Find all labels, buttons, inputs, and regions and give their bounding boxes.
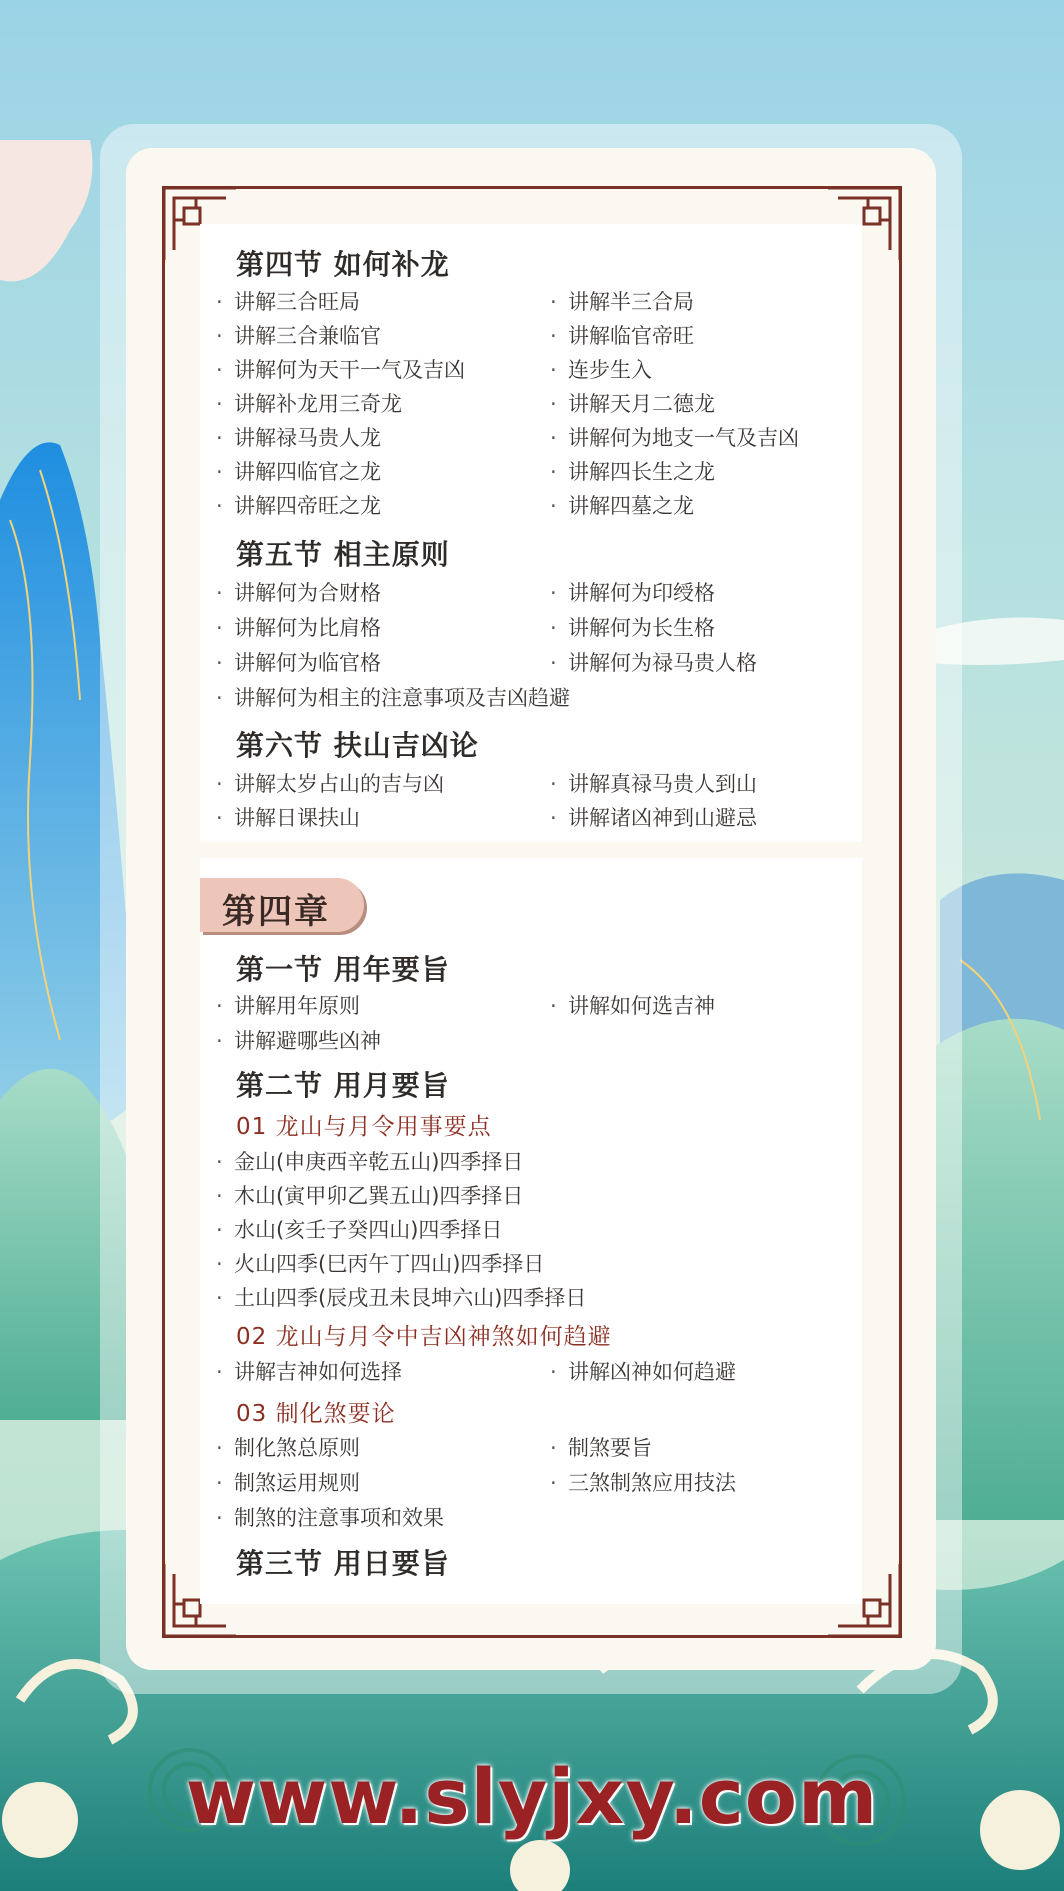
bullet-dot-icon: ·	[216, 994, 223, 1018]
list-item: · 讲解临官帝旺	[550, 324, 694, 348]
section-title: 第四节 如何补龙	[236, 248, 450, 281]
bullet-dot-icon: ·	[216, 1506, 223, 1530]
bullet-dot-icon: ·	[216, 494, 223, 518]
subsection-title: 02 龙山与月令中吉凶神煞如何趋避	[236, 1324, 612, 1350]
bullet-dot-icon: ·	[216, 1471, 223, 1495]
list-item: · 讲解三合旺局	[216, 290, 360, 314]
bullet-dot-icon: ·	[550, 460, 557, 484]
list-item: · 讲解天月二德龙	[550, 392, 715, 416]
list-item: · 火山四季(巳丙午丁四山)四季择日	[216, 1252, 545, 1276]
list-item: · 讲解何为印绶格	[550, 581, 715, 605]
section-title: 第一节 用年要旨	[236, 953, 450, 986]
list-item: · 讲解四长生之龙	[550, 460, 715, 484]
bullet-dot-icon: ·	[216, 392, 223, 416]
list-item: · 讲解何为天干一气及吉凶	[216, 358, 465, 382]
bullet-dot-icon: ·	[550, 426, 557, 450]
list-item: · 讲解四临官之龙	[216, 460, 381, 484]
bullet-dot-icon: ·	[216, 1360, 223, 1384]
list-item: · 土山四季(辰戌丑未艮坤六山)四季择日	[216, 1286, 587, 1310]
list-item: · 讲解避哪些凶神	[216, 1029, 381, 1053]
list-item: · 讲解何为合财格	[216, 581, 381, 605]
list-item: · 讲解日课扶山	[216, 806, 360, 830]
bullet-dot-icon: ·	[550, 392, 557, 416]
list-item: · 讲解何为地支一气及吉凶	[550, 426, 799, 450]
bullet-dot-icon: ·	[216, 1286, 223, 1310]
bullet-dot-icon: ·	[550, 772, 557, 796]
bullet-dot-icon: ·	[550, 324, 557, 348]
list-item: · 讲解凶神如何趋避	[550, 1360, 736, 1384]
list-item: · 讲解何为相主的注意事项及吉凶趋避	[216, 686, 570, 710]
bullet-dot-icon: ·	[216, 1029, 223, 1053]
list-item: · 讲解真禄马贵人到山	[550, 772, 757, 796]
bullet-dot-icon: ·	[216, 1436, 223, 1460]
bullet-dot-icon: ·	[550, 994, 557, 1018]
bullet-dot-icon: ·	[216, 1150, 223, 1174]
subsection-title: 01 龙山与月令用事要点	[236, 1114, 492, 1140]
bullet-dot-icon: ·	[550, 1471, 557, 1495]
website-url[interactable]: www.slyjxy.com	[185, 1752, 879, 1841]
section-title: 第五节 相主原则	[236, 538, 450, 571]
bullet-dot-icon: ·	[216, 358, 223, 382]
list-item: · 讲解诸凶神到山避忌	[550, 806, 757, 830]
list-item: · 讲解补龙用三奇龙	[216, 392, 402, 416]
bullet-dot-icon: ·	[550, 1436, 557, 1460]
chapter-tab	[200, 878, 364, 932]
bullet-dot-icon: ·	[216, 686, 223, 710]
bullet-dot-icon: ·	[216, 806, 223, 830]
bullet-dot-icon: ·	[216, 1218, 223, 1242]
list-item: · 讲解四墓之龙	[550, 494, 694, 518]
list-item: · 连步生入	[550, 358, 652, 382]
list-item: · 三煞制煞应用技法	[550, 1471, 736, 1495]
bullet-dot-icon: ·	[216, 426, 223, 450]
section-title: 第六节 扶山吉凶论	[236, 729, 479, 762]
bullet-dot-icon: ·	[216, 290, 223, 314]
list-item: · 制煞的注意事项和效果	[216, 1506, 444, 1530]
bullet-dot-icon: ·	[216, 772, 223, 796]
bullet-dot-icon: ·	[216, 1184, 223, 1208]
section-title: 第二节 用月要旨	[236, 1069, 450, 1102]
subsection-title: 03 制化煞要论	[236, 1401, 396, 1427]
list-item: · 制化煞总原则	[216, 1436, 360, 1460]
bullet-dot-icon: ·	[550, 290, 557, 314]
list-item: · 制煞要旨	[550, 1436, 652, 1460]
bullet-dot-icon: ·	[216, 1252, 223, 1276]
section-title: 第三节 用日要旨	[236, 1547, 450, 1580]
list-item: · 讲解吉神如何选择	[216, 1360, 402, 1384]
list-item: · 讲解用年原则	[216, 994, 360, 1018]
list-item: · 讲解如何选吉神	[550, 994, 715, 1018]
bullet-dot-icon: ·	[550, 1360, 557, 1384]
list-item: · 讲解半三合局	[550, 290, 694, 314]
list-item: · 木山(寅甲卯乙巽五山)四季择日	[216, 1184, 524, 1208]
list-item: · 讲解太岁占山的吉与凶	[216, 772, 444, 796]
bullet-dot-icon: ·	[550, 806, 557, 830]
bullet-dot-icon: ·	[550, 616, 557, 640]
chapter-title: 第四章	[222, 892, 330, 932]
list-item: · 讲解四帝旺之龙	[216, 494, 381, 518]
bullet-dot-icon: ·	[550, 651, 557, 675]
bullet-dot-icon: ·	[550, 494, 557, 518]
bullet-dot-icon: ·	[216, 616, 223, 640]
list-item: · 讲解禄马贵人龙	[216, 426, 381, 450]
list-item: · 讲解何为禄马贵人格	[550, 651, 757, 675]
list-item: · 讲解何为比肩格	[216, 616, 381, 640]
bullet-dot-icon: ·	[216, 460, 223, 484]
list-item: · 制煞运用规则	[216, 1471, 360, 1495]
list-item: · 水山(亥壬子癸四山)四季择日	[216, 1218, 503, 1242]
list-item: · 讲解何为长生格	[550, 616, 715, 640]
bullet-dot-icon: ·	[550, 581, 557, 605]
bullet-dot-icon: ·	[216, 581, 223, 605]
list-item: · 讲解何为临官格	[216, 651, 381, 675]
list-item: · 金山(申庚西辛乾五山)四季择日	[216, 1150, 524, 1174]
list-item: · 讲解三合兼临官	[216, 324, 381, 348]
bullet-dot-icon: ·	[216, 651, 223, 675]
bullet-dot-icon: ·	[216, 324, 223, 348]
bullet-dot-icon: ·	[550, 358, 557, 382]
